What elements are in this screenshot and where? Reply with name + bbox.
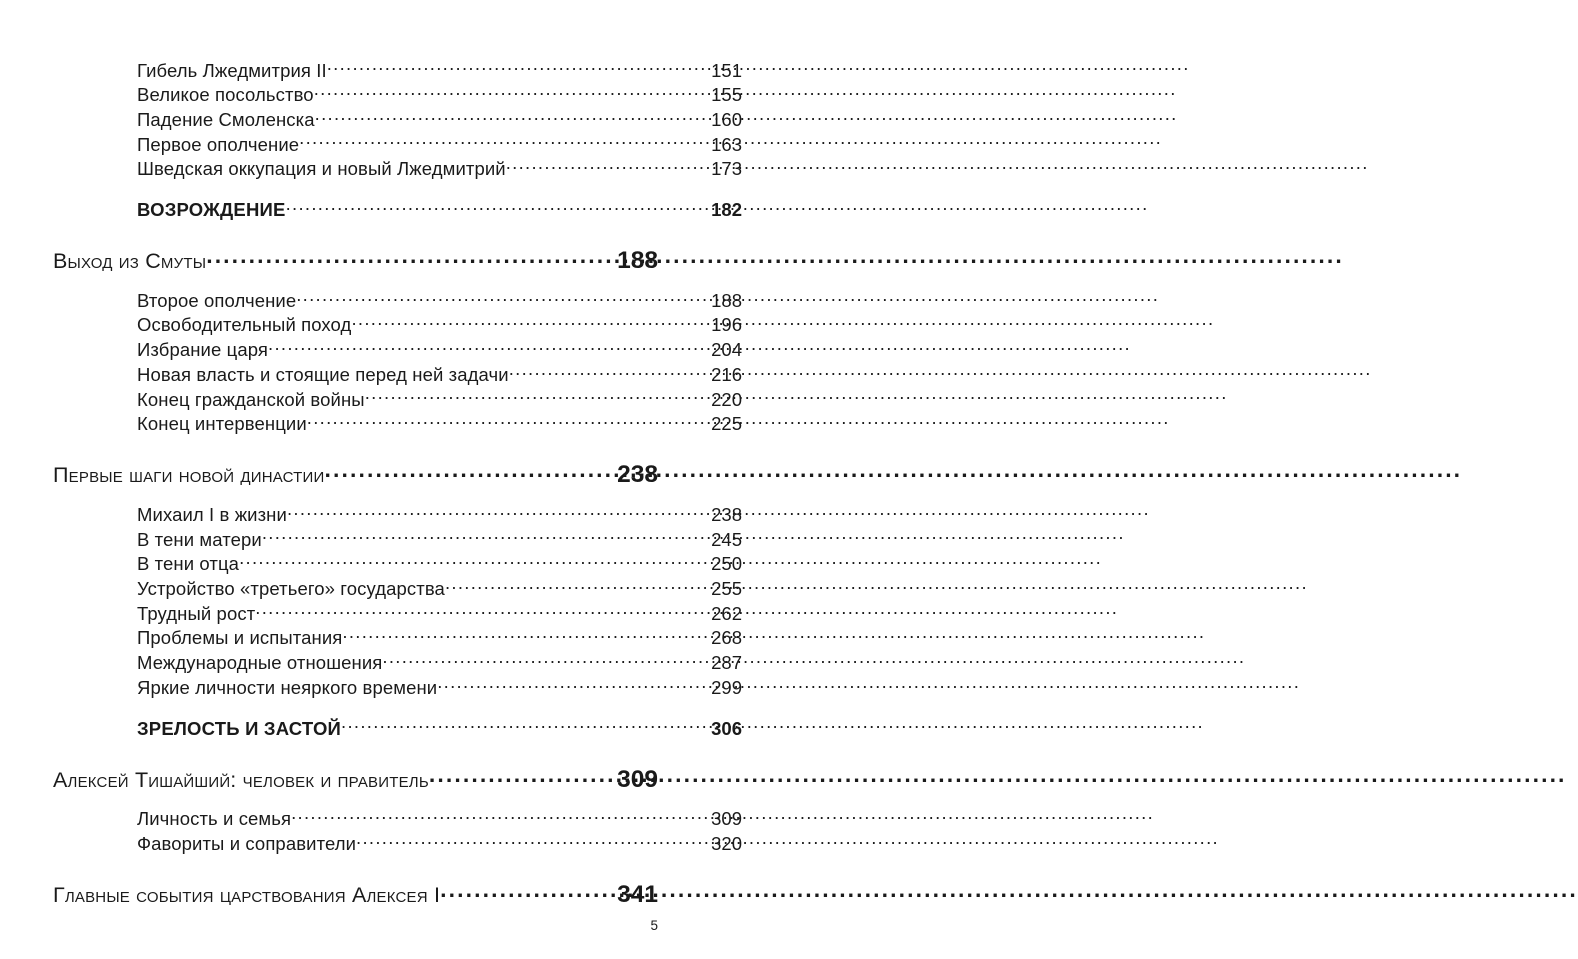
toc-dot-leader [307,412,694,431]
toc-dot-leader [286,198,694,217]
toc-spacer [53,700,658,708]
toc-entry-part[interactable] [137,198,742,223]
toc-entry-page-number: 245 [711,528,742,550]
toc-entry-page-number: 182 [711,199,742,221]
toc-entry-title: Шведская оккупация и новый Лжедмитрий [137,158,506,180]
toc-entry-page-number: 155 [711,84,742,106]
toc-entry-sub[interactable] [137,412,742,437]
toc-entry-title: Главные события царствования Алексея I [53,883,441,908]
toc-entry-title: Первые шаги новой династии [53,463,325,488]
toc-dot-leader [314,83,694,102]
toc-dot-leader [268,338,694,357]
toc-dot-leader [239,552,694,571]
toc-entry-page-number: 196 [711,314,742,336]
toc-entry-title: Трудный рост [137,602,256,624]
toc-dot-leader [262,527,694,546]
toc-entry-title: Новая власть и стоящие перед ней задачи [137,363,509,385]
toc-entry-title: Михаил I в жизни [137,503,287,525]
toc-entry-page-number: 268 [711,627,742,649]
toc-dot-leader [506,157,694,176]
toc-dot-leader [206,248,606,268]
toc-dot-leader [315,107,694,126]
toc-entry-title: Второе ополчение [137,289,297,311]
toc-entry-title: Конец гражданской войны [137,388,365,410]
toc-entry-sub[interactable] [137,831,742,856]
table-of-contents-page [0,0,742,959]
toc-entry-page-number: 220 [711,388,742,410]
toc-dot-leader [255,601,694,620]
toc-entry-page-number: 204 [711,339,742,361]
toc-entry-page-number: 299 [711,676,742,698]
toc-spacer [53,182,658,190]
toc-entry-page-number: 216 [711,363,742,385]
toc-entry-title: Международные отношения [137,652,383,674]
toc-entry-sub[interactable] [137,675,742,700]
toc-entry-title: Гибель Лжедмитрия II [137,59,327,81]
toc-entry-title: ЗРЕЛОСТЬ И ЗАСТОЙ [137,717,342,739]
toc-dot-leader [365,387,694,406]
toc-dot-leader [325,462,607,482]
toc-entry-chapter[interactable] [53,248,658,274]
toc-dot-leader [299,132,694,151]
toc-entry-title: ВОЗРОЖДЕНИЕ [137,199,286,221]
toc-entry-page-number: 188 [617,247,658,275]
toc-dot-leader [440,882,606,902]
toc-entry-chapter[interactable] [53,882,658,908]
toc-entry-page-number: 160 [711,108,742,130]
toc-entry-title: Алексей Тишайший: человек и правитель [53,767,429,792]
toc-entry-page-number: 341 [617,881,658,909]
toc-entry-page-number: 250 [711,553,742,575]
toc-entry-page-number: 255 [711,578,742,600]
toc-entry-chapter[interactable] [53,767,658,793]
toc-entry-title: Проблемы и испытания [137,627,343,649]
toc-entry-chapter[interactable] [53,462,658,488]
toc-entry-title: В тени отца [137,553,240,575]
toc-entry-page-number: 309 [711,808,742,830]
toc-entry-title: В тени матери [137,528,262,550]
toc-entry-title: Личность и семья [137,808,292,830]
toc-entry-page-number: 173 [711,158,742,180]
toc-entry-page-number: 225 [711,413,742,435]
toc-dot-leader [342,626,694,645]
toc-dot-leader [356,831,694,850]
toc-entry-page-number: 238 [617,461,658,489]
toc-dot-leader [437,675,694,694]
toc-entry-sub[interactable] [137,157,742,182]
toc-entry-title: Фавориты и соправители [137,832,357,854]
toc-entry-title: Освободительный поход [137,314,352,336]
toc-entry-list [53,58,742,909]
toc-dot-leader [287,502,694,521]
toc-dot-leader [327,58,694,77]
toc-entry-page-number: 151 [711,59,742,81]
toc-dot-leader [341,716,694,735]
toc-entry-page-number: 262 [711,602,742,624]
toc-entry-title: Яркие личности неяркого времени [137,676,438,698]
toc-entry-title: Устройство «третьего» государства [137,578,445,600]
toc-entry-page-number: 188 [711,289,742,311]
toc-entry-part[interactable] [137,716,742,741]
toc-entry-title: Первое ополчение [137,133,300,155]
toc-entry-page-number: 306 [711,717,742,739]
toc-entry-page-number: 287 [711,652,742,674]
toc-entry-title: Падение Смоленска [137,108,315,130]
toc-entry-title: Конец интервенции [137,413,307,435]
toc-dot-leader [429,767,606,787]
toc-dot-leader [291,807,694,826]
toc-entry-page-number: 309 [617,765,658,793]
toc-entry-page-number: 238 [711,503,742,525]
toc-dot-leader [445,577,694,596]
toc-entry-title: Избрание царя [137,339,269,361]
toc-entry-page-number: 163 [711,133,742,155]
toc-dot-leader [382,651,694,670]
toc-dot-leader [509,362,694,381]
toc-dot-leader [296,288,694,307]
toc-entry-title: Выход из Смуты [53,249,207,274]
toc-entry-page-number: 320 [711,832,742,854]
toc-entry-title: Великое посольство [137,84,314,106]
page-number-folio: 5 [650,918,658,933]
toc-dot-leader [351,313,694,332]
